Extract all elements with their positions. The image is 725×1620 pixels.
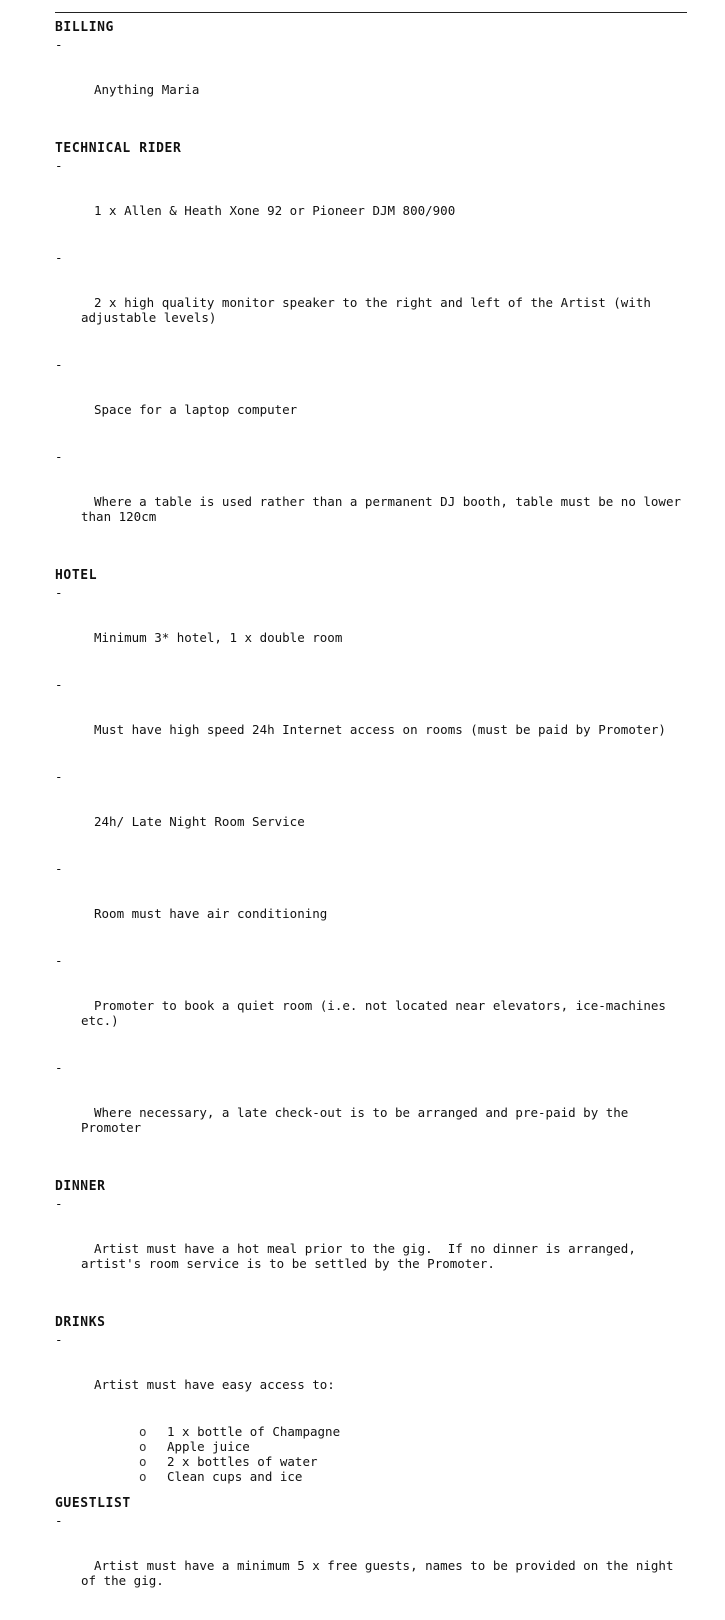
drinks-sub-list [55, 1424, 695, 1484]
drinks-sub-item [139, 1454, 695, 1469]
hotel-item [55, 585, 695, 675]
drinks-intro-item [55, 1332, 695, 1422]
dash-bullet: - [55, 37, 63, 52]
guestlist-heading: GUESTLIST [55, 1496, 131, 1511]
circle-bullet-icon: o [139, 1439, 147, 1454]
hotel-item-text: 24h/ Late Night Room Service [94, 814, 305, 829]
dinner-item-text: Artist must have a hot meal prior to the gig. If no dinner is arranged, artist's room service is to be settled by the Promoter. [81, 1241, 644, 1271]
dash-bullet: - [55, 585, 63, 600]
dash-bullet: - [55, 250, 63, 265]
technical-rider-section [55, 141, 695, 554]
dash-bullet: - [55, 677, 63, 692]
hotel-item-text: Where necessary, a late check-out is to be arranged and pre-paid by the Promoter [81, 1105, 636, 1135]
hotel-item-text: Must have high speed 24h Internet access on rooms (must be paid by Promoter) [94, 722, 666, 737]
top-rule [55, 12, 687, 13]
dash-bullet: - [55, 769, 63, 784]
dash-bullet: - [55, 1196, 63, 1211]
technical-rider-item-text: 1 x Allen & Heath Xone 92 or Pioneer DJM 800/900 [94, 203, 456, 218]
hotel-item [55, 677, 695, 767]
drinks-sub-item-text: Clean cups and ice [167, 1469, 303, 1484]
drinks-sub-item-text: 2 x bottles of water [167, 1454, 318, 1469]
dinner-section [55, 1179, 695, 1301]
circle-bullet-icon: o [139, 1424, 147, 1439]
drinks-section [55, 1315, 695, 1484]
technical-rider-heading: TECHNICAL RIDER [55, 141, 182, 156]
dinner-heading: DINNER [55, 1179, 106, 1194]
dash-bullet: - [55, 1060, 63, 1075]
rider-content [55, 20, 695, 1620]
technical-rider-item [55, 357, 695, 447]
technical-rider-item-text: Where a table is used rather than a permanent DJ booth, table must be no lower than 120cm [81, 494, 689, 524]
hotel-item-text: Minimum 3* hotel, 1 x double room [94, 630, 343, 645]
technical-rider-item [55, 250, 695, 355]
drinks-intro-text: Artist must have easy access to: [94, 1377, 335, 1392]
hotel-item [55, 861, 695, 951]
dash-bullet: - [55, 158, 63, 173]
billing-item-text: Anything Maria [94, 82, 200, 97]
dash-bullet: - [55, 1513, 63, 1528]
drinks-sub-item [139, 1424, 695, 1439]
dash-bullet: - [55, 1332, 63, 1347]
technical-rider-item [55, 158, 695, 248]
dash-bullet: - [55, 357, 63, 372]
drinks-sub-item-text: Apple juice [167, 1439, 250, 1454]
dash-bullet: - [55, 449, 63, 464]
hotel-item [55, 953, 695, 1058]
dash-bullet: - [55, 861, 63, 876]
hotel-item [55, 769, 695, 859]
technical-rider-item [55, 449, 695, 554]
hotel-heading: HOTEL [55, 568, 98, 583]
circle-bullet-icon: o [139, 1454, 147, 1469]
technical-rider-item-text: Space for a laptop computer [94, 402, 298, 417]
billing-section [55, 20, 695, 127]
hotel-section [55, 568, 695, 1165]
hotel-item [55, 1060, 695, 1165]
drinks-sub-item [139, 1469, 695, 1484]
guestlist-item [55, 1513, 695, 1618]
billing-item [55, 37, 695, 127]
guestlist-section [55, 1496, 695, 1618]
drinks-sub-item [139, 1439, 695, 1454]
hotel-item-text: Room must have air conditioning [94, 906, 328, 921]
guestlist-item-text: Artist must have a minimum 5 x free guests, names to be provided on the night of the gig. [81, 1558, 682, 1588]
technical-rider-item-text: 2 x high quality monitor speaker to the right and left of the Artist (with adjustable levels) [81, 295, 659, 325]
hotel-item-text: Promoter to book a quiet room (i.e. not located near elevators, ice-machines etc.) [81, 998, 674, 1028]
drinks-heading: DRINKS [55, 1315, 106, 1330]
dash-bullet: - [55, 953, 63, 968]
billing-heading: BILLING [55, 20, 114, 35]
dinner-item [55, 1196, 695, 1301]
circle-bullet-icon: o [139, 1469, 147, 1484]
drinks-sub-item-text: 1 x bottle of Champagne [167, 1424, 341, 1439]
